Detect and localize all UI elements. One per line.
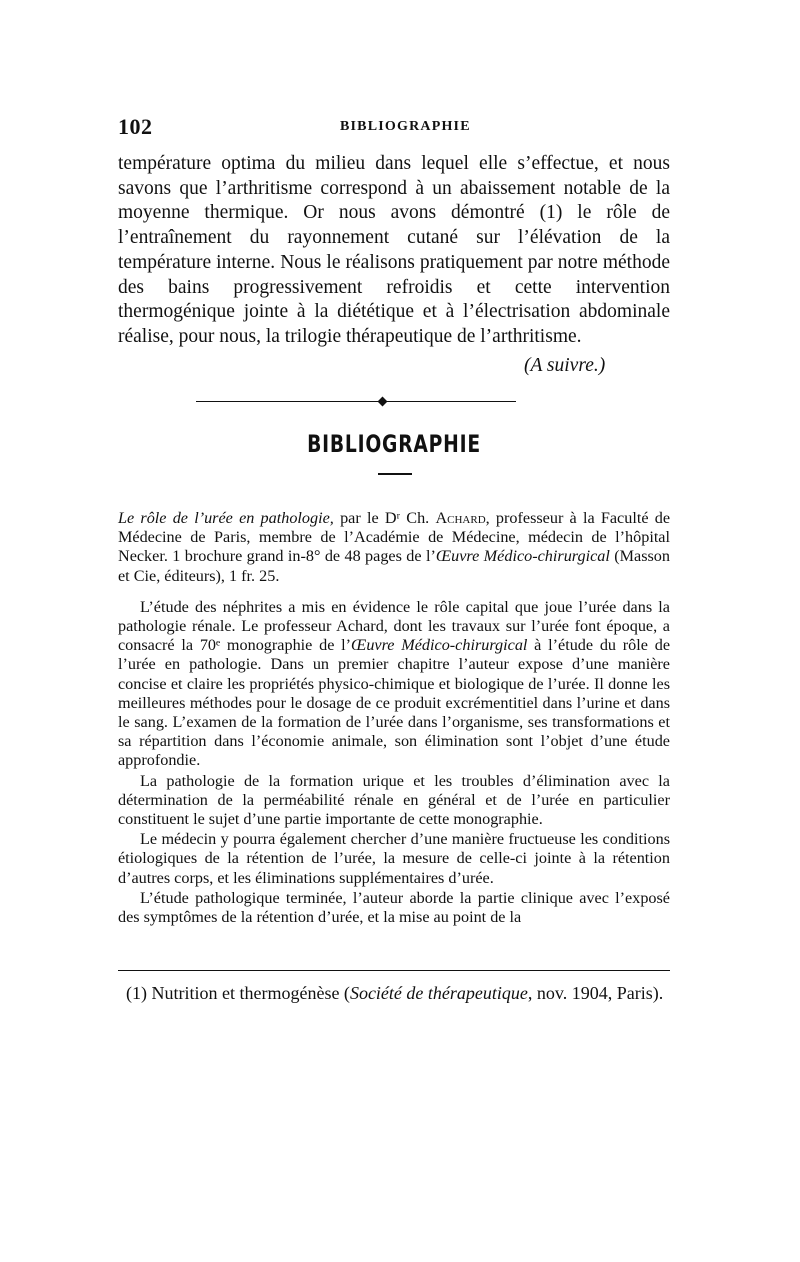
heading-underline [378,473,412,475]
footnote [118,982,670,1004]
article-continuation [118,152,670,350]
divider-line-right [387,401,516,402]
article-end-line [118,355,670,381]
citation-text: , professeur à la Faculté de Médecine de Paris, membre de l’Académie de Médecine, médecin de l’hôpital Necker. 1 brochure grand in-8° de 48 pages de l’ [118,509,671,566]
citation-text: par le Dʳ Ch. [333,509,436,527]
review-paragraph [118,598,670,771]
paragraph-text: L’étude des néphrites a mis en évidence le rôle capital que joue l’urée dans la pathologie rénale. Le professeur Achard, dont les travaux sur l’urée font époque, a consacré la 70ᵉ monographie de l’ [118,597,670,655]
page-number: 102 [118,114,153,139]
section-heading: BIBLIOGRAPHIE [307,430,481,458]
paragraph-text: à l’étude du rôle de l’urée en pathologie. Dans un premier chapitre l’auteur expose d’une manière concise et claire les propriétés physico-chimique et biologique de l’urée. Il donne les meilleures méthodes pour le dosage de ce produit excrémentitiel dans l’urine et dans le sang. L’examen de la formation de l’urée dans l’organisme, ses transformations et sa répartition dans l’économie animale, son élimination sont l’objet d’une étude approfondie. [118,636,671,770]
running-title: BIBLIOGRAPHIE [340,119,471,134]
review-series: Œuvre Médico-chirurgical [435,547,610,566]
review-paragraph: L’étude pathologique terminée, l’auteur aborde la partie clinique avec l’exposé des symptômes de la rétention d’urée, et la mise au point de la [118,888,670,927]
section-divider [196,398,516,406]
review-book-title: Le rôle de l’urée en pathologie, [118,509,334,527]
footnote-text: (1) Nutrition et thermogénèse ( [126,983,350,1003]
book-review [118,509,670,927]
footnote-text: , nov. 1904, Paris). [527,983,664,1003]
citation-text: (Masson et Cie, éditeurs), 1 fr. 25. [118,547,670,585]
running-head [118,114,670,142]
divider-diamond-ornament [378,397,388,407]
divider-line-left [196,401,379,402]
review-paragraph: La pathologie de la formation urique et les troubles d’élimination avec la détermination de la perméabilité rénale en général et de l’urée en particulier constituent le sujet d’une partie importante de cette monographie. [118,771,670,829]
article-paragraph: température optima du milieu dans lequel elle s’effectue, et nous savons que l’arthritisme correspond à un abaissement notable de la moyenne thermique. Or nous avons démontré (1) le rôle de l’entraînement du rayonnement cutané sur l’élévation de la température interne. Nous le réalisons pratiquement par notre méthode des bains progressivement refroidis et cette intervention thermogénique jointe à la diététique et à l’électrisation abdominale réalise, pour nous, la trilogie thérapeutique de l’arthritisme. [118,153,670,347]
series-title: Œuvre Médico-chirurgical [351,636,528,655]
footnote-journal: Société de thérapeutique [349,983,528,1003]
review-author: Achard [435,509,486,527]
to-be-continued: (A suivre.) [524,355,606,376]
review-paragraph: Le médecin y pourra également chercher d’une manière fructueuse les conditions étiologiques de la rétention de l’urée, la mesure de celle-ci jointe à la rétention d’autres corps, et les éliminations supplémentaires d’urée. [118,830,670,887]
footnote-rule [118,970,670,971]
review-citation [118,509,670,586]
